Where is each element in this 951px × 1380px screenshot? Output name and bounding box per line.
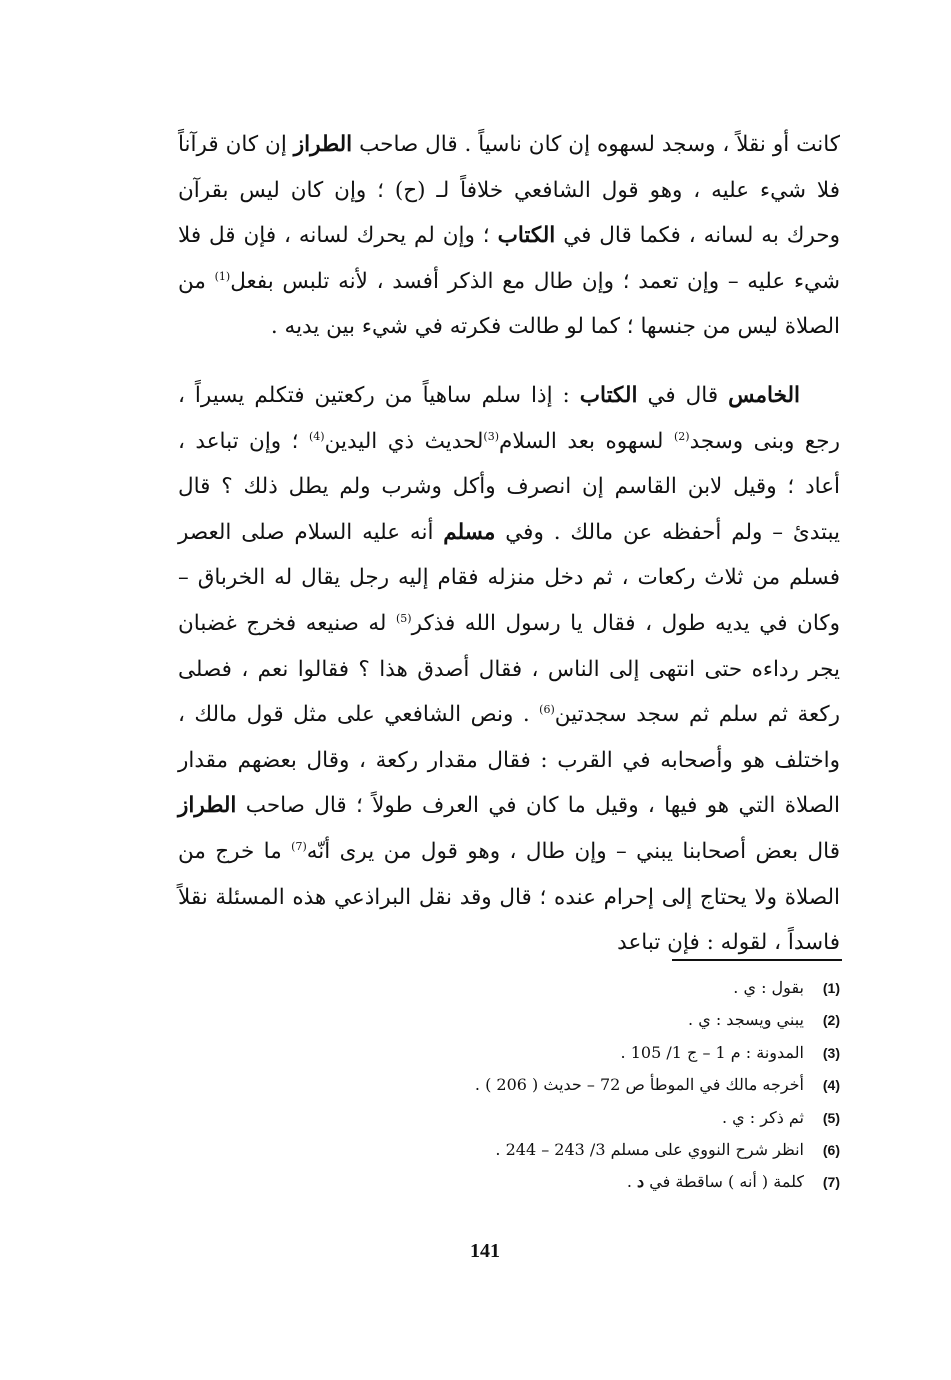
footnote-item (400, 1102, 840, 1134)
footnote-number: (3) (822, 1044, 840, 1061)
text-run: ؛ وإن تباعد ، أعاد ؛ وقيل لابن القاسم إن انصرف وأكل وشرب ولم يطل ذلك ؟ قال يبتدئ – ولم أحفظه عن مالك . وفي (178, 428, 840, 545)
section-heading-fifth: الخامس (728, 383, 800, 408)
text-run: ؛ وإن لم يحرك لسانه ، فإن قل فلا شيء عليه – وإن تعمد ؛ وإن طال مع الذكر أفسد ، لأنه تلبس بفعل (178, 223, 840, 294)
footnote-number: (4) (822, 1077, 840, 1094)
footnote-number: (5) (822, 1109, 840, 1126)
footnote-item (400, 1004, 840, 1036)
footnote-ref-1: (1) (214, 269, 231, 283)
footnote-text-tail: . (626, 1172, 632, 1192)
footnote-number: (1) (822, 980, 840, 996)
footnote-text: يبني ويسجد : ي . (688, 1010, 804, 1030)
footnote-text: أخرجه مالك في الموطأ ص 72 – حديث ( 206 ) . (474, 1075, 804, 1095)
footnote-item (400, 1166, 840, 1198)
text-run: لسهوه بعد السلام (499, 428, 664, 454)
text-run: : إذا سلم ساهياً من ركعتين فتكلم يسيراً ، رجع وبنى وسجد (178, 383, 840, 454)
manuscript-siglum: د (637, 1172, 645, 1192)
text-run: إن كان قرآناً فلا شيء عليه ، وهو قول الشافعي خلافاً لـ (ح) ؛ وإن كان ليس بقرآن وحرك به لسانه ، فكما قال في (178, 132, 840, 249)
book-title-tiraz: الطراز (178, 793, 237, 819)
footnote-item (400, 972, 840, 1004)
footnote-text: ثم ذكر : ي . (721, 1107, 804, 1127)
footnotes-list (400, 972, 840, 1199)
text-run: له صنيعه فخرج غضبان يجر رداءه حتى انتهى إلى الناس ، فقال أصدق هذا ؟ فقالوا نعم ، فصلى ركعة ثم سلم ثم سجد سجدتين (178, 610, 840, 728)
book-title-kitab: الكتاب (579, 383, 638, 408)
footnote-number: (7) (822, 1174, 840, 1191)
footnote-ref-7: (7) (291, 839, 307, 853)
paragraph-1 (178, 122, 840, 350)
footnote-ref-4: (4) (309, 429, 325, 443)
paragraph-2 (178, 373, 840, 966)
page-number: 141 (470, 1240, 500, 1262)
footnote-item (400, 1037, 840, 1069)
footnote-text: انظر شرح النووي على مسلم 3/ 243 – 244 . (495, 1140, 804, 1160)
text-run: . ونص الشافعي على مثل قول مالك ، واختلف هو وأصحابه في القرب : فقال مقدار ركعة ، وقال بعضهم مقدار الصلاة التي هو فيها ، وقيل ما كان في العرف طولاً ؛ قال صاحب (178, 702, 840, 819)
text-run: ما خرج من الصلاة ولا يحتاج إلى إحرام عنده ؛ قال وقد نقل البراذعي هذه المسئلة نقلاً فاسداً ، لقوله : فإن تباعد (178, 838, 840, 956)
text-run: من الصلاة ليس من جنسها ؛ كما لو طالت فكرته في شيء بين يديه . (178, 268, 840, 340)
book-title-tiraz: الطراز (293, 132, 353, 157)
footnote-text: بقول : ي . (733, 978, 804, 997)
footnote-ref-3: (3) (483, 429, 500, 443)
footnote-ref-2: (2) (673, 429, 690, 443)
book-title-muslim: مسلم (443, 519, 496, 545)
footnote-item (400, 1069, 840, 1101)
footnote-text: المدونة : م 1 – ج 1/ 105 . (620, 1042, 804, 1062)
book-title-kitab: الكتاب (497, 223, 556, 249)
footnote-number: (6) (822, 1142, 840, 1159)
footnote-divider (672, 959, 842, 961)
text-run: لحديث ذي اليدين (324, 428, 484, 454)
footnote-ref-5: (5) (396, 611, 412, 625)
text-run: كانت أو نقلاً ، وسجد لسهوه إن كان ناسياً . قال صاحب (359, 132, 840, 157)
text-run: أنه عليه السلام صلى العصر فسلم من ثلاث ركعات ، ثم دخل منزله فقام إليه رجل يقال له الخرباق – وكان في يديه طول ، فقال يا رسول الله فذكر (178, 519, 840, 636)
footnote-item (400, 1134, 840, 1166)
footnote-number: (2) (822, 1012, 840, 1029)
footnote-text: كلمة ( أنه ) ساقطة في (649, 1172, 804, 1192)
footnote-ref-6: (6) (539, 703, 555, 716)
text-run: قال بعض أصحابنا يبني – وإن طال ، وهو قول من يرى أنّه (306, 838, 840, 864)
text-run: قال في (647, 383, 719, 408)
